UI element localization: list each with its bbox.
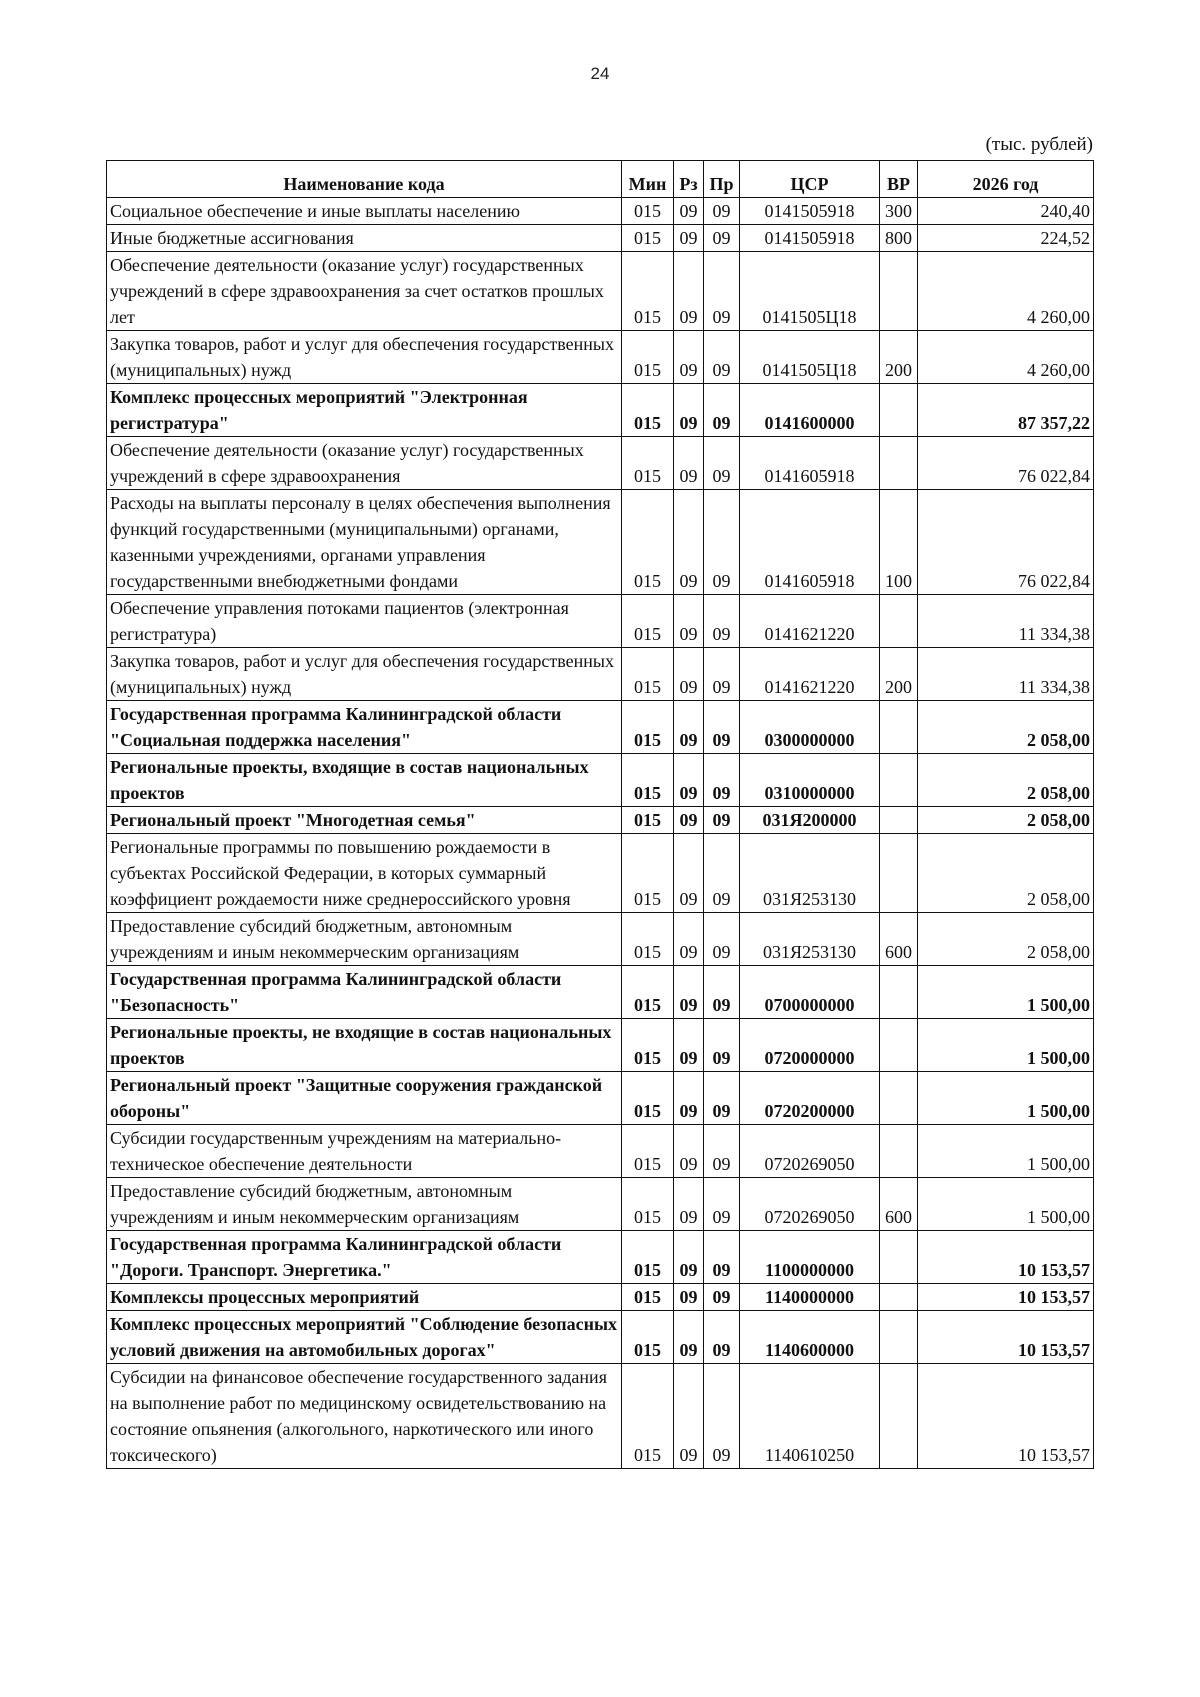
row-sum: 2 058,00 [918, 913, 1094, 966]
row-name: Обеспечение деятельности (оказание услуг) государственных учреждений в сфере здравоохранения за счет остатков прошлых лет [107, 252, 622, 331]
header-pr: Пр [704, 161, 740, 198]
row-csr: 0720200000 [740, 1072, 880, 1125]
row-name: Региональные программы по повышению рождаемости в субъектах Российской Федерации, в которых суммарный коэффициент рождаемости ниже среднероссийского уровня [107, 834, 622, 913]
table-row [107, 198, 1094, 225]
table-row [107, 252, 1094, 331]
table-row [107, 1231, 1094, 1284]
row-vr [880, 252, 918, 331]
row-vr [880, 1311, 918, 1364]
row-name: Закупка товаров, работ и услуг для обеспечения государственных (муниципальных) нужд [107, 648, 622, 701]
header-vr: ВР [880, 161, 918, 198]
row-rz: 09 [674, 807, 704, 834]
row-rz: 09 [674, 1364, 704, 1469]
row-sum: 10 153,57 [918, 1284, 1094, 1311]
row-csr: 0141505Ц18 [740, 252, 880, 331]
row-pr: 09 [704, 225, 740, 252]
header-min: Мин [622, 161, 674, 198]
row-rz: 09 [674, 1019, 704, 1072]
units-label: (тыс. рублей) [985, 134, 1093, 155]
row-name: Государственная программа Калининградской области "Безопасность" [107, 966, 622, 1019]
table-row [107, 1019, 1094, 1072]
table-row [107, 490, 1094, 595]
row-csr: 0141505918 [740, 225, 880, 252]
row-name: Региональный проект "Многодетная семья" [107, 807, 622, 834]
row-vr [880, 437, 918, 490]
row-name: Региональные проекты, входящие в состав национальных проектов [107, 754, 622, 807]
row-vr [880, 966, 918, 1019]
row-name: Комплекс процессных мероприятий "Электронная регистратура" [107, 384, 622, 437]
row-sum: 87 357,22 [918, 384, 1094, 437]
row-rz: 09 [674, 384, 704, 437]
row-vr: 600 [880, 1178, 918, 1231]
table-row [107, 1284, 1094, 1311]
row-pr: 09 [704, 1072, 740, 1125]
row-name: Предоставление субсидий бюджетным, автономным учреждениям и иным некоммерческим организациям [107, 913, 622, 966]
row-csr: 031Я253130 [740, 913, 880, 966]
row-vr [880, 384, 918, 437]
row-vr [880, 1019, 918, 1072]
row-min: 015 [622, 225, 674, 252]
row-pr: 09 [704, 966, 740, 1019]
table-row [107, 1311, 1094, 1364]
row-rz: 09 [674, 595, 704, 648]
row-rz: 09 [674, 913, 704, 966]
row-vr [880, 754, 918, 807]
row-min: 015 [622, 252, 674, 331]
row-rz: 09 [674, 331, 704, 384]
row-min: 015 [622, 1311, 674, 1364]
row-rz: 09 [674, 1178, 704, 1231]
row-sum: 76 022,84 [918, 490, 1094, 595]
row-rz: 09 [674, 966, 704, 1019]
row-pr: 09 [704, 1231, 740, 1284]
row-min: 015 [622, 913, 674, 966]
row-rz: 09 [674, 1311, 704, 1364]
row-sum: 1 500,00 [918, 1125, 1094, 1178]
header-year: 2026 год [918, 161, 1094, 198]
table-row [107, 754, 1094, 807]
row-pr: 09 [704, 1019, 740, 1072]
row-min: 015 [622, 595, 674, 648]
row-min: 015 [622, 1125, 674, 1178]
row-name: Расходы на выплаты персоналу в целях обеспечения выполнения функций государственными (муниципальными) органами, казенными учреждениями, органами управления государственными внебюджетными фондами [107, 490, 622, 595]
row-pr: 09 [704, 913, 740, 966]
row-vr [880, 834, 918, 913]
row-name: Комплексы процессных мероприятий [107, 1284, 622, 1311]
row-pr: 09 [704, 1125, 740, 1178]
table-row [107, 1178, 1094, 1231]
row-sum: 2 058,00 [918, 834, 1094, 913]
row-csr: 1140610250 [740, 1364, 880, 1469]
row-min: 015 [622, 331, 674, 384]
row-min: 015 [622, 1072, 674, 1125]
row-vr: 200 [880, 648, 918, 701]
row-min: 015 [622, 807, 674, 834]
row-pr: 09 [704, 1364, 740, 1469]
header-rz: Рз [674, 161, 704, 198]
table-row [107, 437, 1094, 490]
row-vr [880, 1072, 918, 1125]
table-row [107, 384, 1094, 437]
row-pr: 09 [704, 1284, 740, 1311]
row-csr: 1140600000 [740, 1311, 880, 1364]
row-csr: 0141600000 [740, 384, 880, 437]
row-name: Иные бюджетные ассигнования [107, 225, 622, 252]
row-sum: 1 500,00 [918, 1178, 1094, 1231]
row-name: Субсидии государственным учреждениям на материально-техническое обеспечение деятельности [107, 1125, 622, 1178]
table-row [107, 701, 1094, 754]
row-sum: 76 022,84 [918, 437, 1094, 490]
row-sum: 11 334,38 [918, 648, 1094, 701]
row-csr: 031Я200000 [740, 807, 880, 834]
table-row [107, 331, 1094, 384]
row-sum: 10 153,57 [918, 1231, 1094, 1284]
row-rz: 09 [674, 701, 704, 754]
row-rz: 09 [674, 834, 704, 913]
row-name: Государственная программа Калининградской области "Дороги. Транспорт. Энергетика." [107, 1231, 622, 1284]
row-name: Обеспечение управления потоками пациентов (электронная регистратура) [107, 595, 622, 648]
row-vr [880, 1125, 918, 1178]
row-vr: 800 [880, 225, 918, 252]
row-sum: 224,52 [918, 225, 1094, 252]
row-name: Региональные проекты, не входящие в состав национальных проектов [107, 1019, 622, 1072]
row-rz: 09 [674, 490, 704, 595]
page-number: 24 [590, 64, 610, 83]
row-vr [880, 807, 918, 834]
row-rz: 09 [674, 225, 704, 252]
row-rz: 09 [674, 437, 704, 490]
row-pr: 09 [704, 834, 740, 913]
row-pr: 09 [704, 198, 740, 225]
table-header-row [107, 161, 1094, 198]
row-pr: 09 [704, 1311, 740, 1364]
row-csr: 0141621220 [740, 595, 880, 648]
row-rz: 09 [674, 252, 704, 331]
row-name: Предоставление субсидий бюджетным, автономным учреждениям и иным некоммерческим организациям [107, 1178, 622, 1231]
row-min: 015 [622, 1019, 674, 1072]
row-pr: 09 [704, 252, 740, 331]
row-pr: 09 [704, 807, 740, 834]
row-sum: 240,40 [918, 198, 1094, 225]
row-pr: 09 [704, 701, 740, 754]
row-name: Обеспечение деятельности (оказание услуг) государственных учреждений в сфере здравоохранения [107, 437, 622, 490]
row-csr: 1100000000 [740, 1231, 880, 1284]
row-name: Социальное обеспечение и иные выплаты населению [107, 198, 622, 225]
row-csr: 031Я253130 [740, 834, 880, 913]
row-pr: 09 [704, 595, 740, 648]
row-csr: 1140000000 [740, 1284, 880, 1311]
row-pr: 09 [704, 490, 740, 595]
row-sum: 2 058,00 [918, 701, 1094, 754]
table-row [107, 648, 1094, 701]
row-vr [880, 1231, 918, 1284]
row-min: 015 [622, 490, 674, 595]
header-name: Наименование кода [107, 161, 622, 198]
row-sum: 10 153,57 [918, 1311, 1094, 1364]
row-sum: 10 153,57 [918, 1364, 1094, 1469]
row-csr: 0720269050 [740, 1125, 880, 1178]
row-min: 015 [622, 384, 674, 437]
row-csr: 0700000000 [740, 966, 880, 1019]
row-pr: 09 [704, 648, 740, 701]
row-csr: 0141605918 [740, 490, 880, 595]
row-rz: 09 [674, 1072, 704, 1125]
row-min: 015 [622, 648, 674, 701]
row-vr [880, 701, 918, 754]
table-row [107, 966, 1094, 1019]
table-row [107, 834, 1094, 913]
row-vr [880, 1364, 918, 1469]
row-min: 015 [622, 966, 674, 1019]
row-min: 015 [622, 834, 674, 913]
table-row [107, 1072, 1094, 1125]
row-min: 015 [622, 1284, 674, 1311]
row-min: 015 [622, 754, 674, 807]
row-pr: 09 [704, 754, 740, 807]
row-rz: 09 [674, 754, 704, 807]
row-csr: 0141505918 [740, 198, 880, 225]
row-min: 015 [622, 1178, 674, 1231]
row-sum: 4 260,00 [918, 331, 1094, 384]
row-name: Государственная программа Калининградской области "Социальная поддержка населения" [107, 701, 622, 754]
row-csr: 0300000000 [740, 701, 880, 754]
table-row [107, 595, 1094, 648]
row-sum: 1 500,00 [918, 1072, 1094, 1125]
row-vr: 100 [880, 490, 918, 595]
row-csr: 0310000000 [740, 754, 880, 807]
row-name: Закупка товаров, работ и услуг для обеспечения государственных (муниципальных) нужд [107, 331, 622, 384]
row-vr: 200 [880, 331, 918, 384]
row-sum: 2 058,00 [918, 807, 1094, 834]
row-rz: 09 [674, 198, 704, 225]
row-rz: 09 [674, 648, 704, 701]
budget-table [106, 160, 1094, 1469]
table-row [107, 1125, 1094, 1178]
row-min: 015 [622, 437, 674, 490]
row-rz: 09 [674, 1231, 704, 1284]
row-name: Комплекс процессных мероприятий "Соблюдение безопасных условий движения на автомобильных дорогах" [107, 1311, 622, 1364]
row-min: 015 [622, 701, 674, 754]
header-csr: ЦСР [740, 161, 880, 198]
row-name: Региональный проект "Защитные сооружения гражданской обороны" [107, 1072, 622, 1125]
row-min: 015 [622, 198, 674, 225]
row-sum: 11 334,38 [918, 595, 1094, 648]
row-pr: 09 [704, 384, 740, 437]
row-pr: 09 [704, 437, 740, 490]
row-min: 015 [622, 1364, 674, 1469]
table-row [107, 1364, 1094, 1469]
row-vr [880, 595, 918, 648]
row-name: Субсидии на финансовое обеспечение государственного задания на выполнение работ по медицинскому освидетельствованию на состояние опьянения (алкогольного, наркотического или иного токсического) [107, 1364, 622, 1469]
row-sum: 1 500,00 [918, 966, 1094, 1019]
row-sum: 2 058,00 [918, 754, 1094, 807]
table-row [107, 913, 1094, 966]
row-min: 015 [622, 1231, 674, 1284]
row-pr: 09 [704, 331, 740, 384]
row-csr: 0141505Ц18 [740, 331, 880, 384]
row-csr: 0720269050 [740, 1178, 880, 1231]
row-csr: 0720000000 [740, 1019, 880, 1072]
table-row [107, 225, 1094, 252]
row-vr: 600 [880, 913, 918, 966]
row-csr: 0141605918 [740, 437, 880, 490]
row-rz: 09 [674, 1125, 704, 1178]
table-row [107, 807, 1094, 834]
row-sum: 4 260,00 [918, 252, 1094, 331]
row-csr: 0141621220 [740, 648, 880, 701]
row-vr [880, 1284, 918, 1311]
table-body [107, 198, 1094, 1469]
row-vr: 300 [880, 198, 918, 225]
row-rz: 09 [674, 1284, 704, 1311]
row-sum: 1 500,00 [918, 1019, 1094, 1072]
row-pr: 09 [704, 1178, 740, 1231]
